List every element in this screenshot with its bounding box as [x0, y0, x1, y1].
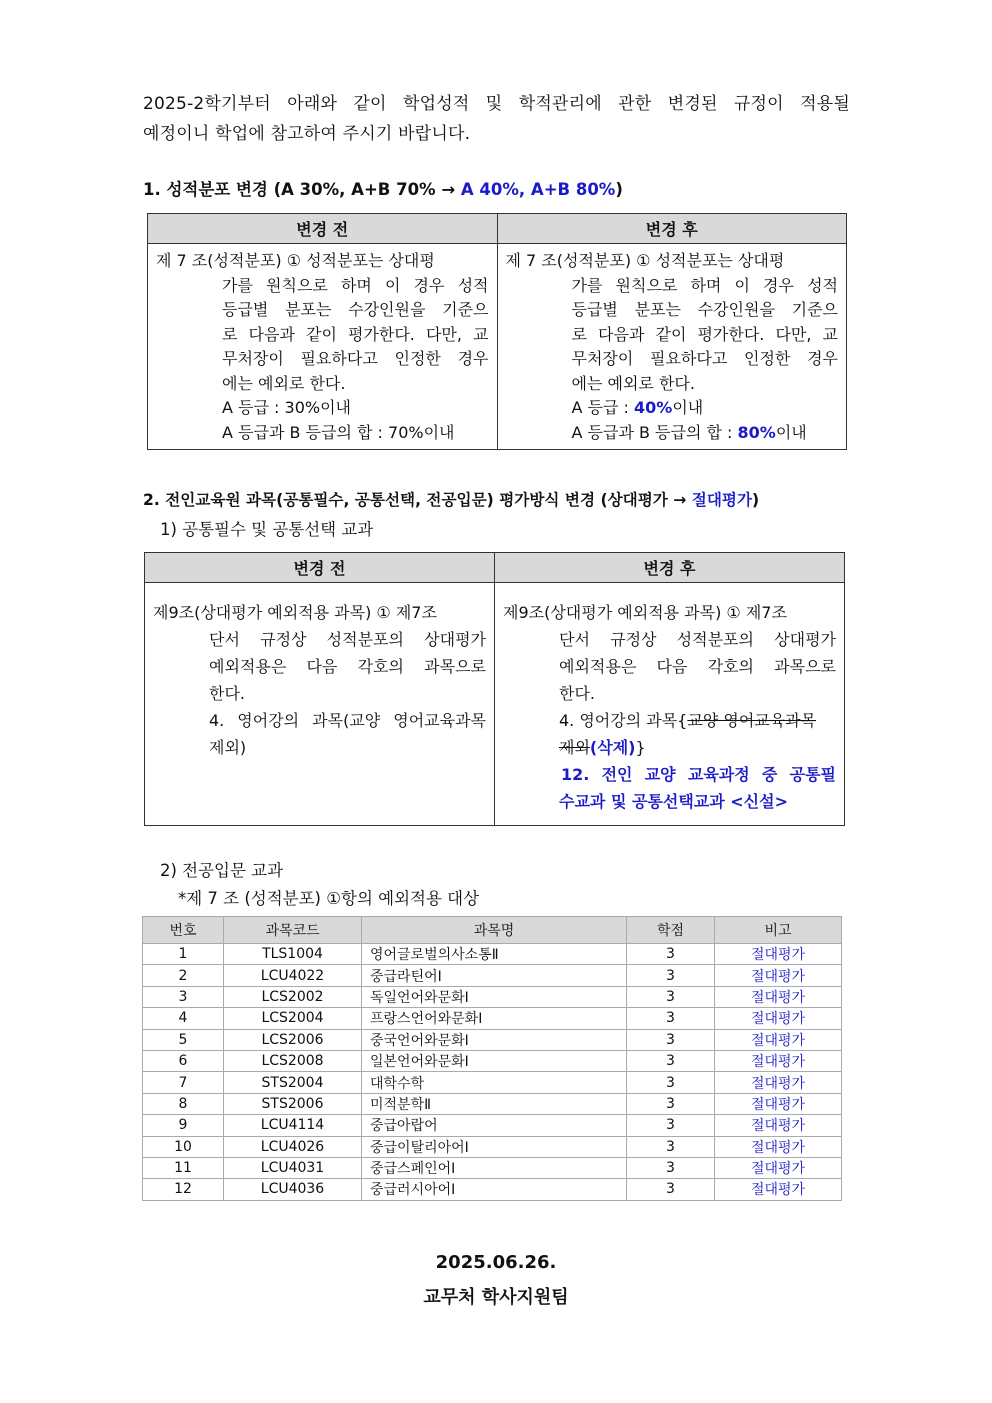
article-line: 단서 규정상 성적분포의 상대평가 [209, 630, 486, 649]
section2-sub2-note: *제 7 조 (성적분포) ①항의 예외적용 대상 [178, 889, 480, 908]
grade-ab-suffix: 이내 [775, 422, 807, 442]
course-credit: 3 [627, 1179, 715, 1200]
notice-department: 교무처 학사지원팀 [423, 1287, 569, 1308]
grade-ab-value: 70% [388, 422, 424, 442]
course-code: LCS2002 [224, 986, 362, 1007]
course-code: LCU4114 [224, 1115, 362, 1136]
course-no: 11 [143, 1157, 224, 1178]
article-line-1: (성적분포) ① 성적분포는 상대평 [207, 251, 435, 270]
course-row [143, 1179, 842, 1200]
article-line: 단서 규정상 성적분포의 상대평가 [559, 630, 836, 649]
course-credit: 3 [627, 1008, 715, 1029]
course-credit: 3 [627, 1050, 715, 1071]
item4-line-1 [559, 707, 836, 734]
grade-a-rule [572, 396, 839, 421]
grade-ab-value: 80% [737, 422, 776, 442]
course-name: 중급아랍어 [362, 1115, 627, 1136]
course-name: 독일언어와문화Ⅰ [362, 986, 627, 1007]
course-name: 중국언어와문화Ⅰ [362, 1029, 627, 1050]
course-code: LCS2008 [224, 1050, 362, 1071]
course-row [143, 944, 842, 965]
grade-a-suffix: 이내 [672, 398, 704, 417]
course-note: 절대평가 [715, 965, 842, 986]
course-no: 5 [143, 1029, 224, 1050]
after-cell [497, 244, 847, 450]
article-line: 무처장이 필요하다고 인정한 경우 [222, 349, 489, 368]
col-header-code: 과목코드 [224, 917, 362, 944]
col-header-no: 번호 [143, 917, 224, 944]
intro-line-2: 예정이니 학업에 참고하여 주시기 바랍니다. [143, 124, 471, 144]
course-no: 10 [143, 1136, 224, 1157]
course-note: 절대평가 [715, 1008, 842, 1029]
course-note: 절대평가 [715, 944, 842, 965]
course-note: 절대평가 [715, 1050, 842, 1071]
header-before: 변경 전 [148, 214, 498, 244]
course-row [143, 1136, 842, 1157]
course-name: 미적분학Ⅱ [362, 1093, 627, 1114]
article-line: 가를 원칙으로 하며 이 경우 성적 [222, 275, 489, 295]
course-name: 일본언어와문화Ⅰ [362, 1050, 627, 1071]
course-no: 3 [143, 986, 224, 1007]
before-cell [148, 244, 498, 450]
course-no: 8 [143, 1093, 224, 1114]
course-code: LCU4022 [224, 965, 362, 986]
article-last-line: 에는 예외로 한다. [222, 373, 346, 393]
section2-title-highlight: 절대평가 [691, 491, 753, 509]
grade-ab-rule [572, 421, 839, 446]
article-line: 로 다음과 같이 평가한다. 다만, 교 [571, 324, 838, 344]
intro-line-1: 2025-2학기부터 아래와 같이 학업성적 및 학적관리에 관한 변경된 규정이 적용될 [143, 94, 850, 114]
course-name: 중급라틴어Ⅰ [362, 965, 627, 986]
before-cell [145, 583, 495, 826]
notice-date: 2025.06.26. [435, 1252, 557, 1273]
article-line-4: 한다. [209, 684, 245, 703]
article-line: 등급별 분포는 수강인원을 기준으 [222, 300, 489, 319]
course-no: 12 [143, 1179, 224, 1200]
header-before: 변경 전 [145, 553, 495, 583]
col-header-credit: 학점 [627, 917, 715, 944]
item4-line-2 [559, 734, 836, 761]
course-row [143, 1008, 842, 1029]
course-table-header [143, 917, 842, 944]
item4-close: } [635, 738, 646, 757]
course-note: 절대평가 [715, 1157, 842, 1178]
course-row [143, 986, 842, 1007]
course-row [143, 1072, 842, 1093]
grade-ab-rule [222, 421, 489, 446]
article-line-1: (상대평가 예외적용 과목) ① 제7조 [194, 603, 437, 622]
course-note: 절대평가 [715, 1179, 842, 1200]
course-name: 대학수학 [362, 1072, 627, 1093]
section2-title-text: 2. 전인교육원 과목(공통필수, 공통선택, 전공입문) 평가방식 변경 (상대평가 → [143, 491, 692, 509]
item4-deleted-tag: (삭제) [589, 738, 636, 757]
article-last-line: 에는 예외로 한다. [571, 373, 695, 393]
course-no: 4 [143, 1008, 224, 1029]
grade-distribution-table [147, 213, 847, 450]
exception-subjects-table [144, 552, 845, 826]
course-name: 중급러시아어Ⅰ [362, 1179, 627, 1200]
course-code: LCS2004 [224, 1008, 362, 1029]
course-code: LCU4031 [224, 1157, 362, 1178]
section1-title [143, 176, 623, 200]
course-name: 프랑스언어와문화Ⅰ [362, 1008, 627, 1029]
course-code: LCS2006 [224, 1029, 362, 1050]
grade-a-value: 30% [284, 398, 321, 417]
article-line: 예외적용은 다음 각호의 과목으로 [209, 657, 486, 676]
article-line: 예외적용은 다음 각호의 과목으로 [559, 657, 836, 676]
col-header-note: 비고 [715, 917, 842, 944]
course-row [143, 1029, 842, 1050]
course-credit: 3 [627, 986, 715, 1007]
course-row [143, 1157, 842, 1178]
col-header-name: 과목명 [362, 917, 627, 944]
course-no: 7 [143, 1072, 224, 1093]
section2-title [143, 488, 759, 510]
header-after: 변경 후 [497, 214, 847, 244]
course-row [143, 1093, 842, 1114]
course-credit: 3 [627, 1136, 715, 1157]
article-line: 가를 원칙으로 하며 이 경우 성적 [571, 275, 838, 295]
course-no: 9 [143, 1115, 224, 1136]
course-row [143, 1115, 842, 1136]
course-row [143, 965, 842, 986]
item12-line-1: 12. 전인 교양 교육과정 중 공통필 [561, 765, 836, 784]
course-note: 절대평가 [715, 986, 842, 1007]
item4-line-1: 4. 영어강의 과목(교양 영어교육과목 [209, 711, 486, 730]
after-cell [495, 583, 845, 826]
course-note: 절대평가 [715, 1072, 842, 1093]
article-lead: 제9조 [503, 603, 545, 622]
course-code: LCU4036 [224, 1179, 362, 1200]
course-name: 중급이탈리아어Ⅰ [362, 1136, 627, 1157]
section2-sub1: 1) 공통필수 및 공통선택 교과 [160, 520, 374, 539]
course-name: 중급스페인어Ⅰ [362, 1157, 627, 1178]
course-note: 절대평가 [715, 1029, 842, 1050]
course-credit: 3 [627, 1029, 715, 1050]
course-row [143, 1050, 842, 1071]
course-credit: 3 [627, 1157, 715, 1178]
item4-struck-text: 교양 영어교육과목 [687, 711, 817, 730]
article-line: 등급별 분포는 수강인원을 기준으 [571, 300, 838, 319]
section1-title-highlight: A 40%, A+B 80% [460, 180, 616, 199]
course-credit: 3 [627, 1093, 715, 1114]
section2-title-end: ) [752, 491, 760, 509]
article-line-4: 한다. [559, 684, 595, 703]
grade-a-label: A 등급 : [571, 398, 635, 417]
course-note: 절대평가 [715, 1136, 842, 1157]
header-after: 변경 후 [495, 553, 845, 583]
grade-ab-suffix: 이내 [423, 422, 455, 442]
item4-line-2: 제외) [209, 738, 247, 757]
article-line-1: (상대평가 예외적용 과목) ① 제7조 [544, 603, 787, 622]
grade-ab-label: A 등급과 B 등급의 합 : [222, 422, 389, 442]
course-credit: 3 [627, 1115, 715, 1136]
article-lead: 제 7 조 [505, 251, 557, 270]
item4-prefix: 4. 영어강의 과목{ [559, 711, 688, 730]
section1-title-end: ) [615, 180, 623, 199]
grade-ab-label: A 등급과 B 등급의 합 : [571, 422, 738, 442]
course-no: 1 [143, 944, 224, 965]
course-no: 6 [143, 1050, 224, 1071]
course-code: STS2006 [224, 1093, 362, 1114]
course-no: 2 [143, 965, 224, 986]
course-name: 영어글로벌의사소통Ⅱ [362, 944, 627, 965]
section2-sub2: 2) 전공입문 교과 [160, 861, 284, 880]
course-credit: 3 [627, 965, 715, 986]
article-lead: 제9조 [153, 603, 195, 622]
grade-a-label: A 등급 : [222, 398, 285, 417]
item12-line-2: 수교과 및 공통선택교과 <신설> [559, 792, 788, 811]
course-code: STS2004 [224, 1072, 362, 1093]
course-credit: 3 [627, 944, 715, 965]
grade-a-value: 40% [634, 398, 673, 417]
article-line: 무처장이 필요하다고 인정한 경우 [571, 349, 838, 368]
grade-a-suffix: 이내 [320, 398, 351, 417]
course-credit: 3 [627, 1072, 715, 1093]
article-line-1: (성적분포) ① 성적분포는 상대평 [556, 251, 785, 270]
article-line: 로 다음과 같이 평가한다. 다만, 교 [222, 324, 489, 344]
item4-struck-text-2: 제외 [559, 738, 590, 757]
article-lead: 제 7 조 [156, 251, 208, 270]
grade-a-rule [222, 396, 489, 421]
intro-paragraph [143, 89, 850, 149]
course-code: TLS1004 [224, 944, 362, 965]
course-note: 절대평가 [715, 1093, 842, 1114]
course-note: 절대평가 [715, 1115, 842, 1136]
course-table [142, 916, 842, 1201]
section1-title-text: 1. 성적분포 변경 (A 30%, A+B 70% → [143, 180, 461, 199]
course-code: LCU4026 [224, 1136, 362, 1157]
